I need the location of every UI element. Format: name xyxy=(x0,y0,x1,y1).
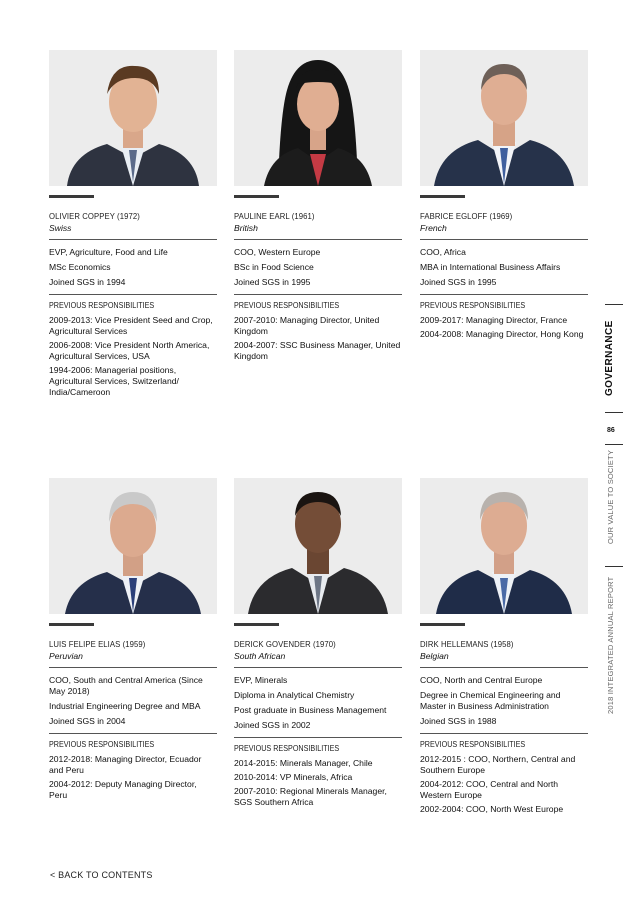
person-photo xyxy=(234,50,402,186)
person-photo xyxy=(49,50,217,186)
role-line: Joined SGS in 1995 xyxy=(420,277,497,287)
previous-item: 2002-2004: COO, North West Europe xyxy=(420,804,564,814)
role-line: Joined SGS in 2002 xyxy=(234,720,311,730)
role-line: Joined SGS in 1988 xyxy=(420,716,497,726)
role-line: Joined SGS in 1995 xyxy=(234,277,311,287)
person-nationality: Peruvian xyxy=(49,651,83,661)
previous-item: 2004-2008: Managing Director, Hong Kong xyxy=(420,329,584,339)
divider xyxy=(420,667,588,668)
role-line: Diploma in Analytical Chemistry xyxy=(234,690,355,700)
previous-item: 2010-2014: VP Minerals, Africa xyxy=(234,772,353,782)
divider xyxy=(234,294,402,295)
previous-responsibilities-heading: PREVIOUS RESPONSIBILITIES xyxy=(49,301,155,310)
divider xyxy=(420,239,588,240)
person-nationality: Swiss xyxy=(49,223,72,233)
person-name: FABRICE EGLOFF (1969) xyxy=(420,211,513,221)
accent-bar xyxy=(49,195,94,198)
previous-item: 2004-2007: SSC Business Manager, United Kingdom xyxy=(234,340,401,361)
divider xyxy=(49,239,217,240)
role-line: Post graduate in Business Management xyxy=(234,705,387,715)
divider xyxy=(49,294,217,295)
role-line: EVP, Agriculture, Food and Life xyxy=(49,247,168,257)
role-line: MSc Economics xyxy=(49,262,111,272)
accent-bar xyxy=(420,195,465,198)
previous-item: 1994-2006: Managerial positions, Agricultural Services, Switzerland/ India/Cameroon xyxy=(49,365,179,397)
previous-item: 2014-2015: Minerals Manager, Chile xyxy=(234,758,373,768)
person-card xyxy=(234,478,402,811)
previous-item: 2004-2012: Deputy Managing Director, Peru xyxy=(49,779,197,800)
page-number: 86 xyxy=(607,427,615,434)
role-line: Industrial Engineering Degree and MBA xyxy=(49,701,201,711)
person-photo xyxy=(420,478,588,614)
divider xyxy=(49,733,217,734)
sidebar-chapter-link[interactable]: OUR VALUE TO SOCIETY xyxy=(606,449,615,544)
person-name: LUIS FELIPE ELIAS (1959) xyxy=(49,639,146,649)
back-to-contents-link[interactable]: < BACK TO CONTENTS xyxy=(50,870,153,880)
previous-item: 2006-2008: Vice President North America, Agricultural Services, USA xyxy=(49,340,210,361)
role-line: Joined SGS in 2004 xyxy=(49,716,126,726)
sidebar-report-title: 2018 INTEGRATED ANNUAL REPORT xyxy=(606,576,615,714)
divider xyxy=(234,667,402,668)
accent-bar xyxy=(234,623,279,626)
person-card xyxy=(420,50,588,343)
previous-responsibilities-heading: PREVIOUS RESPONSIBILITIES xyxy=(420,301,526,310)
sidebar-rule xyxy=(605,412,623,413)
person-photo xyxy=(49,478,217,614)
person-photo xyxy=(234,478,402,614)
person-nationality: South African xyxy=(234,651,286,661)
person-name: PAULINE EARL (1961) xyxy=(234,211,315,221)
previous-item: 2009-2017: Managing Director, France xyxy=(420,315,568,325)
sidebar-rule xyxy=(605,566,623,567)
role-line: COO, North and Central Europe xyxy=(420,675,543,685)
person-card xyxy=(234,50,402,365)
role-line: Degree in Chemical Engineering and Master in Business Administration xyxy=(420,690,561,711)
previous-item: 2007-2010: Managing Director, United Kingdom xyxy=(234,315,380,336)
person-card xyxy=(49,50,217,401)
role-line: COO, Western Europe xyxy=(234,247,321,257)
divider xyxy=(420,294,588,295)
sidebar-section-title: GOVERNANCE xyxy=(604,320,615,396)
person-name: OLIVIER COPPEY (1972) xyxy=(49,211,140,221)
person-photo xyxy=(420,50,588,186)
divider xyxy=(420,733,588,734)
divider xyxy=(49,667,217,668)
accent-bar xyxy=(49,623,94,626)
previous-responsibilities-heading: PREVIOUS RESPONSIBILITIES xyxy=(234,301,340,310)
role-line: COO, South and Central America (Since May 2018) xyxy=(49,675,203,696)
previous-item: 2004-2012: COO, Central and North Western Europe xyxy=(420,779,559,800)
previous-responsibilities-heading: PREVIOUS RESPONSIBILITIES xyxy=(420,740,526,749)
previous-item: 2012-2018: Managing Director, Ecuador and Peru xyxy=(49,754,202,775)
previous-item: 2007-2010: Regional Minerals Manager, SGS Southern Africa xyxy=(234,786,387,807)
person-card xyxy=(420,478,588,818)
person-nationality: British xyxy=(234,223,258,233)
previous-responsibilities-heading: PREVIOUS RESPONSIBILITIES xyxy=(49,740,155,749)
divider xyxy=(234,737,402,738)
sidebar-rule xyxy=(605,444,623,445)
previous-item: 2009-2013: Vice President Seed and Crop, Agricultural Services xyxy=(49,315,213,336)
divider xyxy=(234,239,402,240)
role-line: BSc in Food Science xyxy=(234,262,314,272)
previous-item: 2012-2015 : COO, Northern, Central and Southern Europe xyxy=(420,754,576,775)
role-line: EVP, Minerals xyxy=(234,675,288,685)
person-nationality: Belgian xyxy=(420,651,449,661)
person-name: DERICK GOVENDER (1970) xyxy=(234,639,336,649)
role-line: COO, Africa xyxy=(420,247,466,257)
sidebar-rule xyxy=(605,304,623,305)
accent-bar xyxy=(234,195,279,198)
person-name: DIRK HELLEMANS (1958) xyxy=(420,639,514,649)
person-nationality: French xyxy=(420,223,447,233)
role-line: Joined SGS in 1994 xyxy=(49,277,126,287)
person-card xyxy=(49,478,217,804)
previous-responsibilities-heading: PREVIOUS RESPONSIBILITIES xyxy=(234,744,340,753)
accent-bar xyxy=(420,623,465,626)
role-line: MBA in International Business Affairs xyxy=(420,262,561,272)
